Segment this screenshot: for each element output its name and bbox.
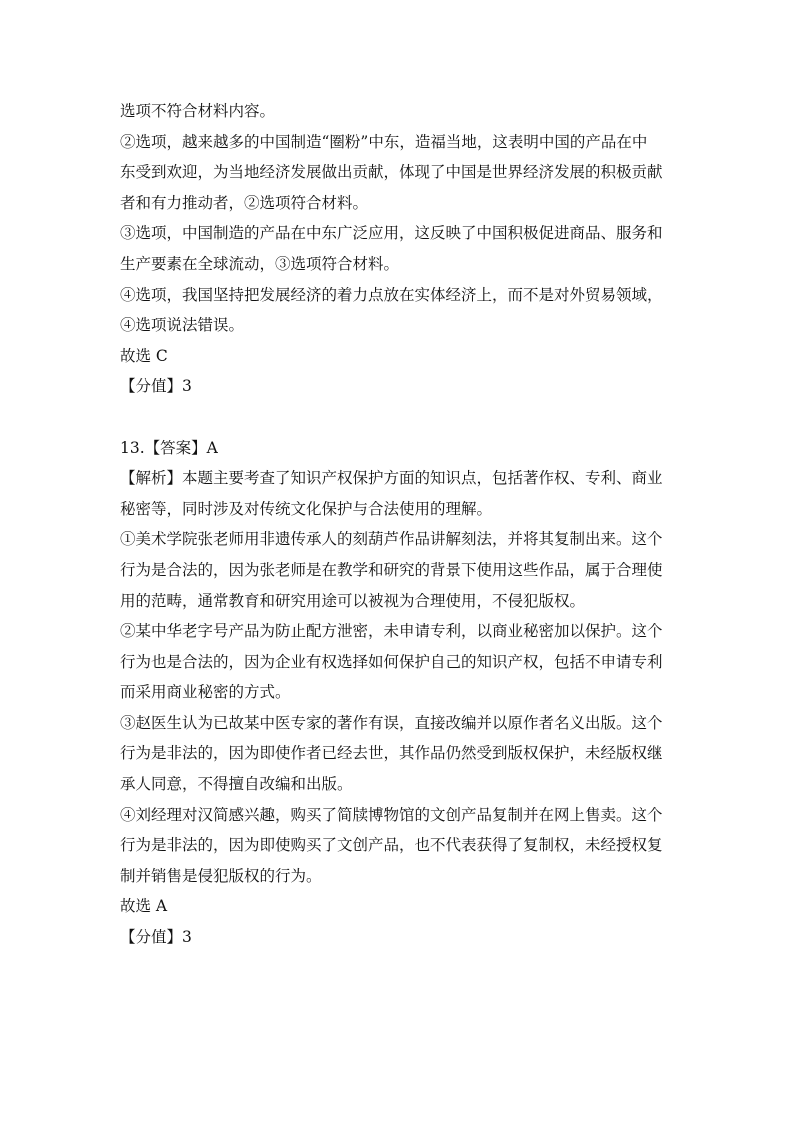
score-label: 【分值】3	[120, 928, 192, 947]
text-line: 秘密等，同时涉及对传统文化保护与合法使用的理解。	[120, 499, 493, 518]
text-line: 行为是非法的，因为即使作者已经去世，其作品仍然受到版权保护，未经版权继	[120, 744, 663, 763]
answer-choice: 故选 C	[120, 346, 168, 365]
text-line: ④刘经理对汉简感兴趣，购买了简牍博物馆的文创产品复制并在网上售卖。这个	[120, 805, 663, 824]
text-line: 行为是合法的，因为张老师是在教学和研究的背景下使用这些作品，属于合理使	[120, 560, 663, 579]
answer-choice: 故选 A	[120, 897, 168, 916]
text-line: ②选项，越来越多的中国制造“圈粉”中东，造福当地，这表明中国的产品在中	[120, 132, 648, 151]
text-line: 者和有力推动者，②选项符合材料。	[120, 193, 369, 212]
text-line: 制并销售是侵犯版权的行为。	[120, 866, 322, 885]
question-13-explanation	[120, 433, 680, 953]
text-line: 而采用商业秘密的方式。	[120, 683, 291, 702]
text-line: ②某中华老字号产品为防止配方泄密，未申请专利，以商业秘密加以保护。这个	[120, 622, 663, 641]
text-line: ③赵医生认为已故某中医专家的著作有误，直接改编并以原作者名义出版。这个	[120, 713, 663, 732]
text-line: ④选项，我国坚持把发展经济的着力点放在实体经济上，而不是对外贸易领域，	[120, 285, 663, 304]
text-line: 东受到欢迎，为当地经济发展做出贡献，体现了中国是世界经济发展的积极贡献	[120, 163, 663, 182]
document-page	[120, 96, 680, 953]
text-line: ①美术学院张老师用非遗传承人的刻葫芦作品讲解刻法，并将其复制出来。这个	[120, 530, 663, 549]
text-line: 选项不符合材料内容。	[120, 102, 276, 120]
section-spacer	[120, 402, 680, 433]
text-line: 用的范畴，通常教育和研究用途可以被视为合理使用，不侵犯版权。	[120, 591, 586, 610]
text-line: ③选项，中国制造的产品在中东广泛应用，这反映了中国积极促进商品、服务和	[120, 224, 663, 243]
text-line: 行为也是合法的，因为企业有权选择如何保护自己的知识产权，包括不申请专利	[120, 652, 663, 671]
text-line: 承人同意，不得擅自改编和出版。	[120, 775, 353, 794]
text-line: 【解析】本题主要考查了知识产权保护方面的知识点，包括著作权、专利、商业	[120, 469, 663, 488]
question-answer-heading: 13.【答案】A	[120, 438, 218, 457]
prev-question-explanation	[120, 96, 680, 402]
text-line: 生产要素在全球流动，③选项符合材料。	[120, 254, 400, 273]
text-line: ④选项说法错误。	[120, 316, 245, 335]
score-label: 【分值】3	[120, 377, 192, 396]
text-line: 行为是非法的，因为即使购买了文创产品，也不代表获得了复制权，未经授权复	[120, 836, 663, 855]
